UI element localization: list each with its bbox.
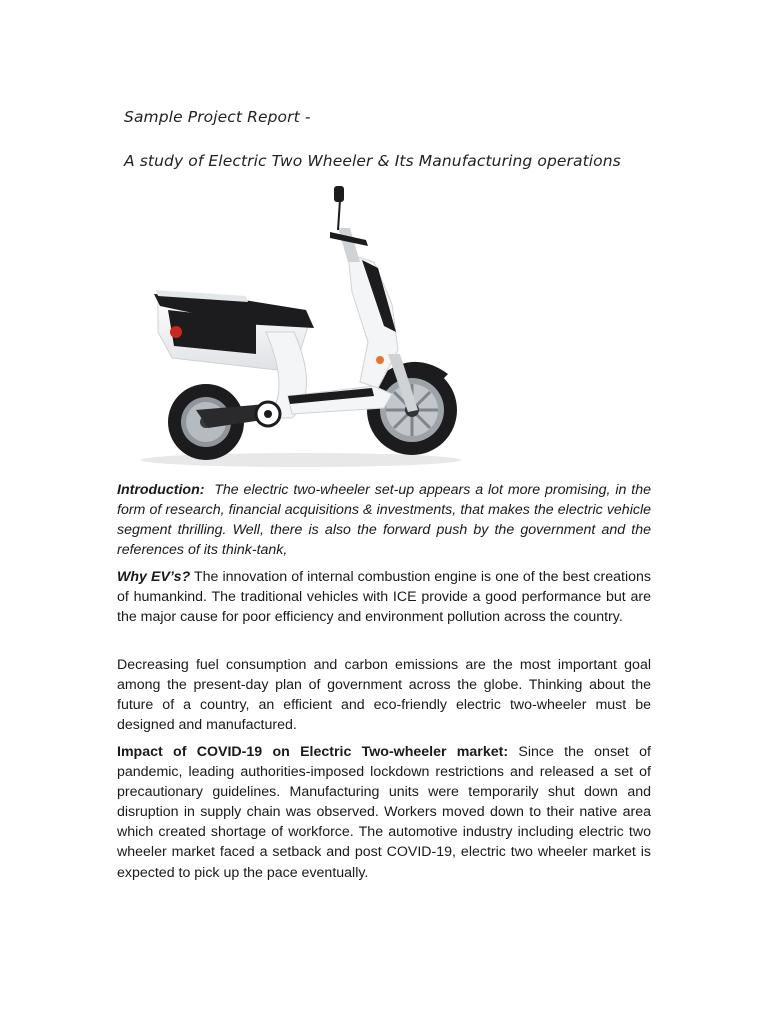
covid-impact-text: Since the onset of pandemic, leading authorities-imposed lockdown restrictions and released a set of precautionary guidelines. Manufacturing units were temporarily shut down and disruption in supply chain was observed. Workers moved down to their native area which created shortage of workforce. The automotive industry including electric two wheeler market faced a setback and post COVID-19, electric two wheeler market is expected to pick up the pace eventually. xyxy=(117,744,651,881)
fuel-consumption-paragraph xyxy=(117,655,651,735)
why-evs-text: The innovation of internal combustion engine is one of the best creations of humankind. The traditional vehicles with ICE provide a good performance but are the major cause for poor efficiency and environment pollution across the country. xyxy=(117,569,651,626)
covid-impact-lead: Impact of COVID-19 on Electric Two-wheeler market: xyxy=(117,744,509,760)
covid-impact-paragraph xyxy=(117,742,651,883)
why-evs-lead: Why EV’s? xyxy=(117,569,191,585)
why-evs-paragraph xyxy=(117,567,651,627)
introduction-text: The electric two-wheeler set-up appears a lot more promising, in the form of research, financial acquisitions & investments, that makes the electric vehicle segment thrilling. Well, there is also the forward push by the government and the references of its think-tank, xyxy=(117,482,651,559)
report-title: Sample Project Report - xyxy=(124,108,311,126)
introduction-paragraph xyxy=(117,480,651,560)
fuel-consumption-text: Decreasing fuel consumption and carbon emissions are the most important goal among the present-day plan of government across the globe. Thinking about the future of a country, an efficient and eco-friendly electric two-wheeler must be designed and manufactured. xyxy=(117,657,651,734)
scooter-image xyxy=(116,182,488,472)
introduction-lead: Introduction: xyxy=(117,482,205,498)
report-subtitle: A study of Electric Two Wheeler & Its Manufacturing operations xyxy=(124,152,621,170)
electric-scooter-icon xyxy=(116,182,488,472)
